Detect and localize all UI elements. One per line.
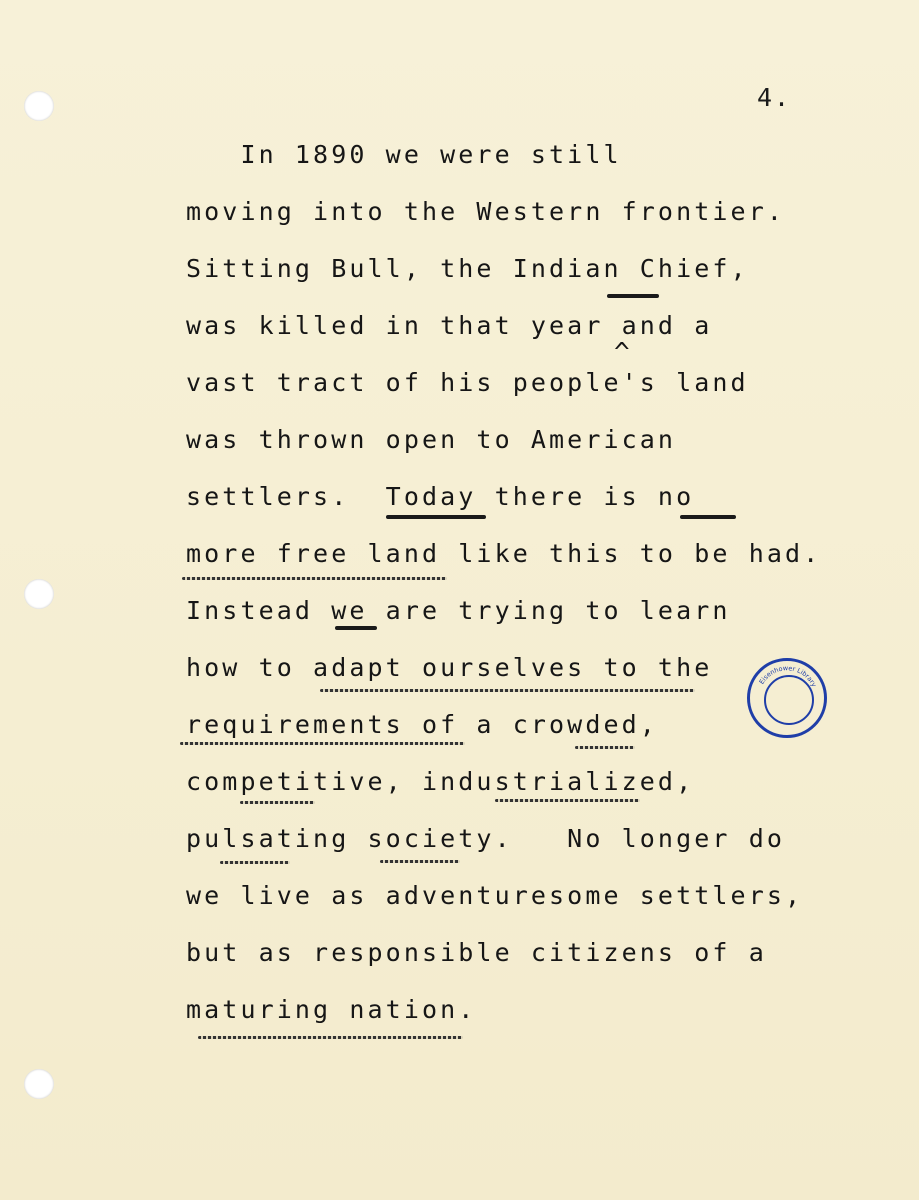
handwritten-underline — [680, 515, 736, 519]
handwritten-underline — [320, 689, 695, 692]
text-line: Sitting Bull, the Indian Chief, — [186, 254, 749, 283]
text-line: requirements of a crowded, — [186, 710, 658, 739]
text-line: pulsating society. No longer do — [186, 824, 785, 853]
text-line: how to adapt ourselves to the — [186, 653, 713, 682]
text-line: maturing nation. — [186, 995, 477, 1024]
text-line: was thrown open to American — [186, 425, 677, 454]
handwritten-underline — [380, 860, 460, 863]
text-line: vast tract of his people's land — [186, 368, 749, 397]
handwritten-underline — [198, 1036, 463, 1039]
text-line: Instead we are trying to learn — [186, 596, 731, 625]
handwritten-underline — [182, 577, 447, 580]
binder-hole — [24, 1069, 54, 1099]
handwritten-underline — [386, 515, 486, 519]
handwritten-underline — [335, 626, 377, 630]
text-line: moving into the Western frontier. — [186, 197, 785, 226]
handwritten-underline — [575, 746, 635, 749]
text-line: competitive, industrialized, — [186, 767, 695, 796]
archive-stamp — [747, 658, 827, 738]
text-line: was killed in that year and a — [186, 311, 713, 340]
text-line: In 1890 we were still — [186, 140, 622, 169]
handwritten-mark — [607, 294, 659, 298]
handwritten-underline — [180, 742, 465, 745]
page-number: 4. — [757, 83, 792, 112]
svg-text:Eisenhower Library: Eisenhower Library — [757, 664, 819, 689]
text-line: we live as adventuresome settlers, — [186, 881, 804, 910]
binder-hole — [24, 91, 54, 121]
text-line: but as responsible citizens of a — [186, 938, 767, 967]
handwritten-underline — [495, 799, 640, 802]
handwritten-underline — [240, 801, 315, 804]
text-line: settlers. Today there is no — [186, 482, 695, 511]
text-line: more free land like this to be had. — [186, 539, 822, 568]
binder-hole — [24, 579, 54, 609]
stamp-lettering — [750, 661, 824, 735]
insertion-caret: ^ — [614, 338, 630, 368]
handwritten-underline — [220, 861, 290, 864]
